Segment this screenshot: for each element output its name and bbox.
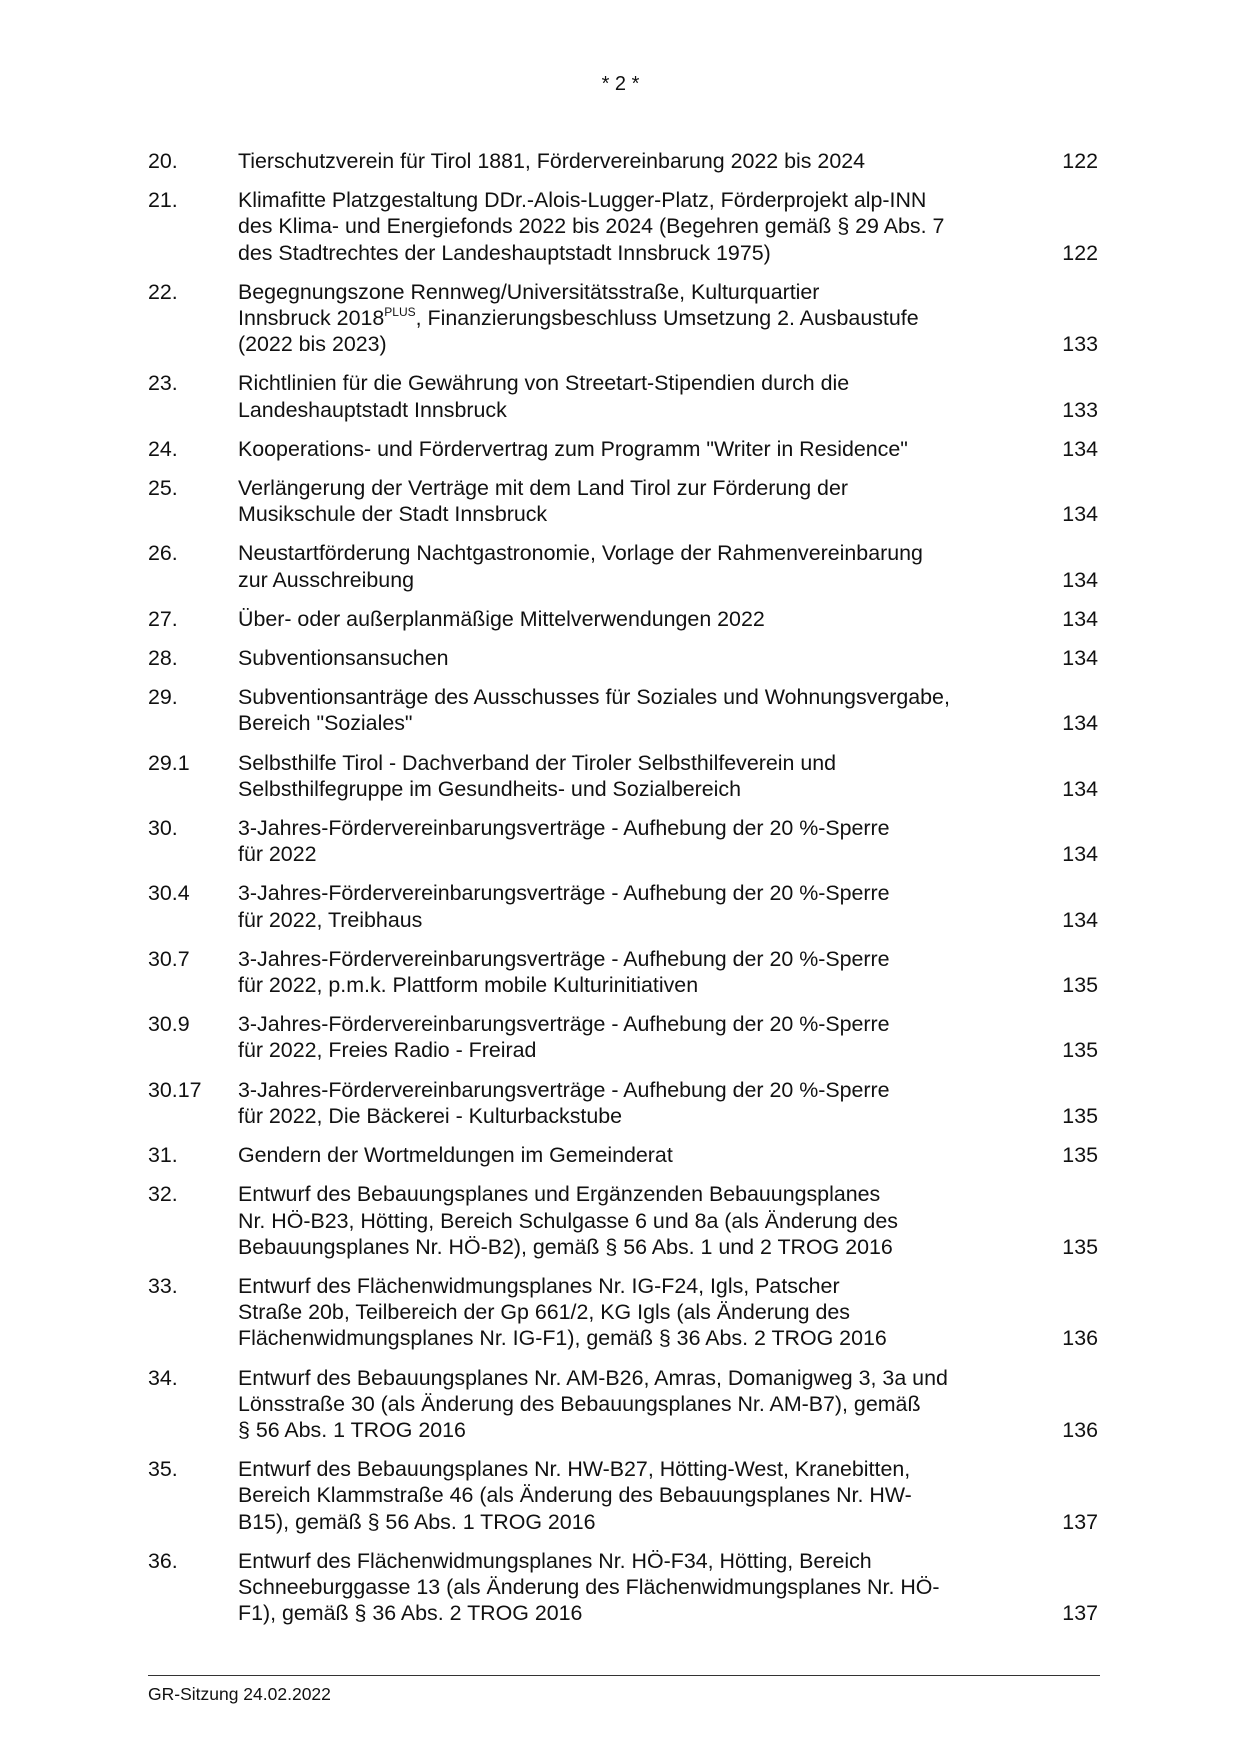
toc-entry [148, 815, 1100, 867]
toc-entry-title-line: Entwurf des Flächenwidmungsplanes Nr. HÖ-F34, Hötting, Bereich [238, 1548, 872, 1573]
toc-entry [148, 880, 1100, 932]
toc-entry-number: 29.1 [148, 750, 190, 775]
toc-entry-number: 20. [148, 149, 178, 173]
toc-entry-title-line: Entwurf des Flächenwidmungsplanes Nr. IG-F24, Igls, Patscher [238, 1273, 840, 1298]
toc-entry-title-line: Begegnungszone Rennweg/Universitätsstraße, Kulturquartier [238, 279, 820, 304]
toc-entry-title-line: B15), gemäß § 56 Abs. 1 TROG 2016 [238, 1509, 596, 1534]
toc-entry-title [238, 475, 1008, 527]
toc-entry-number: 30.17 [148, 1077, 202, 1102]
toc-entry-title-line: Schneeburggasse 13 (als Änderung des Flächenwidmungsplanes Nr. HÖ- [238, 1574, 940, 1599]
toc-entry-title-line: 3-Jahres-Fördervereinbarungsverträge - Aufhebung der 20 %-Sperre [238, 816, 890, 841]
toc-entry-title-line: Straße 20b, Teilbereich der Gp 661/2, KG Igls (als Änderung des [238, 1300, 850, 1325]
toc-entry-title [238, 815, 1008, 867]
toc-entry-title-line: Subventionsanträge des Ausschusses für Soziales und Wohnungsvergabe, [238, 685, 950, 710]
toc-entry-page-number: 137 [1062, 1509, 1098, 1534]
toc-entry [148, 1273, 1100, 1352]
toc-entry [148, 606, 1100, 632]
toc-entry-title-line: zur Ausschreibung [238, 567, 414, 592]
toc-entry-number: 30.9 [148, 1012, 190, 1037]
toc-entry-number: 28. [148, 646, 178, 671]
toc-entry-page-number: 135 [1062, 973, 1098, 998]
toc-entry [148, 279, 1100, 358]
toc-entry-title-line: Landeshauptstadt Innsbruck [238, 397, 507, 422]
toc-entry-number: 23. [148, 371, 178, 396]
toc-entry-title-line: 3-Jahres-Fördervereinbarungsverträge - Aufhebung der 20 %-Sperre [238, 946, 890, 971]
toc-entry-title-line: Entwurf des Bebauungsplanes Nr. HW-B27, Hötting-West, Kranebitten, [238, 1457, 911, 1482]
toc-entry-title-line: Entwurf des Bebauungsplanes Nr. AM-B26, Amras, Domanigweg 3, 3a und [238, 1365, 948, 1390]
toc-entry-title [238, 1077, 1008, 1129]
toc-entry-page-number: 122 [1062, 240, 1098, 265]
toc-entry-title-line: Selbsthilfegruppe im Gesundheits- und Sozialbereich [238, 776, 741, 801]
toc-entry [148, 645, 1100, 671]
toc-entry [148, 1077, 1100, 1129]
toc-entry-number: 30. [148, 816, 178, 841]
toc-entry [148, 1142, 1100, 1168]
toc-entry-number: 34. [148, 1365, 178, 1390]
toc-entry-number: 24. [148, 436, 178, 461]
toc-entry-title-line: Entwurf des Bebauungsplanes und Ergänzenden Bebauungsplanes [238, 1182, 881, 1207]
toc-entry-page-number: 134 [1062, 606, 1098, 631]
toc-entry [148, 1181, 1100, 1260]
toc-entry-page-number: 136 [1062, 1417, 1098, 1442]
superscript-text: PLUS [384, 305, 416, 320]
toc-entry-title [238, 750, 1008, 802]
toc-entry-title-line: für 2022, Freies Radio - Freirad [238, 1038, 537, 1063]
toc-entry [148, 750, 1100, 802]
toc-entry-title-line: Nr. HÖ-B23, Hötting, Bereich Schulgasse 6 und 8a (als Änderung des [238, 1208, 898, 1233]
toc-entry-title-line: für 2022, Treibhaus [238, 907, 423, 932]
toc-entry-number: 30.7 [148, 946, 190, 971]
table-of-contents [148, 148, 1100, 1639]
toc-entry-page-number: 137 [1062, 1601, 1098, 1626]
toc-entry-title [238, 436, 1008, 462]
toc-entry-page-number: 134 [1062, 502, 1098, 527]
toc-entry-title-line: Verlängerung der Verträge mit dem Land Tirol zur Förderung der [238, 476, 848, 501]
toc-entry-title-line: Musikschule der Stadt Innsbruck [238, 502, 548, 527]
toc-entry-page-number: 136 [1062, 1326, 1098, 1351]
toc-entry-title-line: Neustartförderung Nachtgastronomie, Vorlage der Rahmenvereinbarung [238, 541, 923, 566]
toc-entry-number: 36. [148, 1548, 178, 1573]
toc-entry-title-line: 3-Jahres-Fördervereinbarungsverträge - Aufhebung der 20 %-Sperre [238, 1012, 890, 1037]
toc-entry-title [238, 1456, 1008, 1535]
footer-divider [148, 1675, 1100, 1676]
toc-entry-number: 32. [148, 1182, 178, 1207]
toc-entry-page-number: 134 [1062, 776, 1098, 801]
toc-entry-title-line: Flächenwidmungsplanes Nr. IG-F1), gemäß § 36 Abs. 2 TROG 2016 [238, 1326, 887, 1351]
toc-entry-title-line: 3-Jahres-Fördervereinbarungsverträge - Aufhebung der 20 %-Sperre [238, 881, 890, 906]
toc-entry-page-number: 134 [1062, 907, 1098, 932]
toc-entry-title-line: Tierschutzverein für Tirol 1881, Fördervereinbarung 2022 bis 2024 [238, 149, 866, 173]
toc-entry [148, 436, 1100, 462]
toc-entry-title [238, 684, 1008, 736]
toc-entry-title-line: Über- oder außerplanmäßige Mittelverwendungen 2022 [238, 606, 765, 631]
toc-entry-title-line: Selbsthilfe Tirol - Dachverband der Tiroler Selbsthilfeverein und [238, 750, 837, 775]
toc-entry-title-line: des Klima- und Energiefonds 2022 bis 2024 (Begehren gemäß § 29 Abs. 7 [238, 214, 945, 239]
toc-entry-page-number: 135 [1062, 1234, 1098, 1259]
toc-entry-title [238, 1011, 1008, 1063]
toc-entry [148, 148, 1100, 174]
toc-entry-title-line: Bebauungsplanes Nr. HÖ-B2), gemäß § 56 Abs. 1 und 2 TROG 2016 [238, 1234, 893, 1259]
toc-entry-title-line: F1), gemäß § 36 Abs. 2 TROG 2016 [238, 1601, 583, 1626]
toc-entry-title-line: des Stadtrechtes der Landeshauptstadt Innsbruck 1975) [238, 240, 771, 265]
toc-entry-title-line: für 2022 [238, 842, 317, 867]
toc-entry-page-number: 135 [1062, 1143, 1098, 1168]
title-text: , Finanzierungsbeschluss Umsetzung 2. Ausbaustufe [415, 306, 919, 331]
toc-entry-number: 31. [148, 1143, 178, 1168]
toc-entry [148, 946, 1100, 998]
toc-entry-title-line: (2022 bis 2023) [238, 332, 387, 357]
toc-entry [148, 1548, 1100, 1627]
toc-entry-page-number: 134 [1062, 646, 1098, 671]
toc-entry-title [238, 1181, 1008, 1260]
toc-entry-title-line: für 2022, p.m.k. Plattform mobile Kulturinitiativen [238, 973, 699, 998]
toc-entry-title [238, 1142, 1008, 1168]
toc-entry-title [238, 279, 1008, 358]
toc-entry-title-line [238, 305, 1008, 331]
footer-text: GR-Sitzung 24.02.2022 [148, 1684, 331, 1704]
toc-entry-title [238, 187, 1008, 266]
toc-entry-title [238, 645, 1008, 671]
title-text: Innsbruck 2018 [238, 306, 385, 331]
toc-entry-number: 22. [148, 279, 178, 304]
page-number-header: * 2 * [601, 73, 640, 95]
toc-entry [148, 1456, 1100, 1535]
toc-entry-title [238, 946, 1008, 998]
toc-entry [148, 1011, 1100, 1063]
toc-entry-number: 27. [148, 606, 178, 631]
toc-entry-title-line: Kooperations- und Fördervertrag zum Programm "Writer in Residence" [238, 436, 908, 461]
toc-entry-title-line: für 2022, Die Bäckerei - Kulturbackstube [238, 1103, 623, 1128]
toc-entry [148, 684, 1100, 736]
toc-entry-number: 35. [148, 1457, 178, 1482]
toc-entry-title-line: 3-Jahres-Fördervereinbarungsverträge - Aufhebung der 20 %-Sperre [238, 1077, 890, 1102]
toc-entry-title [238, 370, 1008, 422]
toc-entry-page-number: 134 [1062, 436, 1098, 461]
toc-entry-title [238, 880, 1008, 932]
toc-entry-number: 25. [148, 476, 178, 501]
toc-entry-title [238, 148, 1008, 174]
toc-entry-title-line: Bereich Klammstraße 46 (als Änderung des Bebauungsplanes Nr. HW- [238, 1483, 912, 1508]
toc-entry [148, 475, 1100, 527]
toc-entry [148, 1365, 1100, 1444]
toc-entry-title-line: Klimafitte Platzgestaltung DDr.-Alois-Lugger-Platz, Förderprojekt alp-INN [238, 188, 927, 213]
toc-entry-page-number: 134 [1062, 567, 1098, 592]
toc-entry-page-number: 134 [1062, 842, 1098, 867]
toc-entry-number: 33. [148, 1273, 178, 1298]
toc-entry [148, 540, 1100, 592]
toc-entry [148, 187, 1100, 266]
toc-entry-title-line: Subventionsansuchen [238, 646, 449, 671]
toc-entry-title-line: Richtlinien für die Gewährung von Streetart-Stipendien durch die [238, 371, 850, 396]
toc-entry-title-line: § 56 Abs. 1 TROG 2016 [238, 1417, 466, 1442]
toc-entry-title [238, 1273, 1008, 1352]
toc-entry-title-line: Lönsstraße 30 (als Änderung des Bebauungsplanes Nr. AM-B7), gemäß [238, 1391, 921, 1416]
toc-entry-page-number: 135 [1062, 1103, 1098, 1128]
toc-entry-page-number: 133 [1062, 397, 1098, 422]
toc-entry-title [238, 606, 1008, 632]
toc-entry-page-number: 135 [1062, 1038, 1098, 1063]
toc-entry-title [238, 1548, 1008, 1627]
toc-entry-number: 21. [148, 188, 178, 213]
toc-entry-number: 30.4 [148, 881, 190, 906]
toc-entry-title-line: Gendern der Wortmeldungen im Gemeinderat [238, 1143, 673, 1168]
toc-entry-number: 26. [148, 541, 178, 566]
toc-entry-title [238, 1365, 1008, 1444]
toc-entry-number: 29. [148, 685, 178, 710]
toc-entry-title-line: Bereich "Soziales" [238, 711, 413, 736]
toc-entry-page-number: 133 [1062, 332, 1098, 357]
toc-entry [148, 370, 1100, 422]
toc-entry-title [238, 540, 1008, 592]
toc-entry-page-number: 122 [1062, 149, 1098, 173]
toc-entry-page-number: 134 [1062, 711, 1098, 736]
